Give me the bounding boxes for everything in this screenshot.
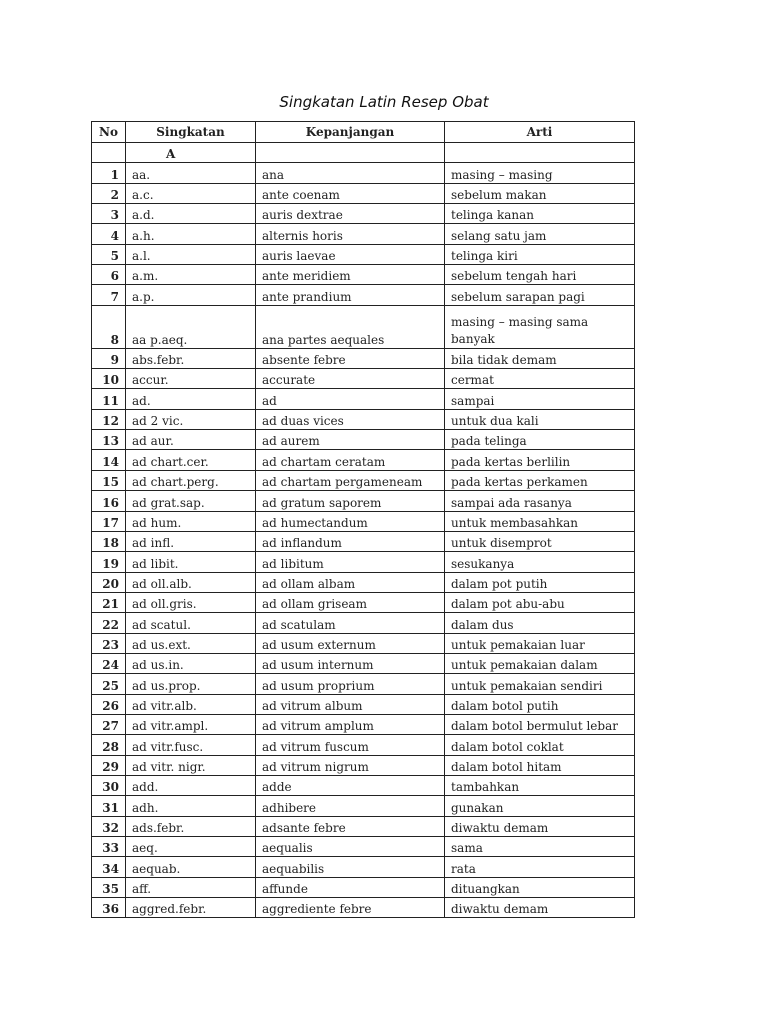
row-kepanjangan: ad humectandum — [256, 511, 445, 531]
table-row — [92, 183, 635, 203]
row-singkatan: ad 2 vic. — [126, 409, 256, 429]
row-kepanjangan: adhibere — [256, 796, 445, 816]
table-row — [92, 409, 635, 429]
table-row — [92, 265, 635, 285]
table-row — [92, 714, 635, 734]
row-singkatan: accur. — [126, 369, 256, 389]
table-row — [92, 735, 635, 755]
row-kepanjangan: aequalis — [256, 837, 445, 857]
row-singkatan: ad infl. — [126, 531, 256, 551]
row-arti: untuk membasahkan — [445, 511, 635, 531]
row-number: 34 — [92, 857, 126, 877]
table-row — [92, 816, 635, 836]
row-number: 12 — [92, 409, 126, 429]
table-row — [92, 653, 635, 673]
header-kepanjangan: Kepanjangan — [256, 122, 445, 143]
row-number: 28 — [92, 735, 126, 755]
row-kepanjangan: ad chartam pergameneam — [256, 470, 445, 490]
row-arti: gunakan — [445, 796, 635, 816]
table-row — [92, 796, 635, 816]
row-singkatan: ad vitr.fusc. — [126, 735, 256, 755]
row-arti: sesukanya — [445, 552, 635, 572]
table-row — [92, 430, 635, 450]
table-row — [92, 511, 635, 531]
row-kepanjangan: ad libitum — [256, 552, 445, 572]
row-singkatan: aggred.febr. — [126, 898, 256, 918]
table-row — [92, 389, 635, 409]
row-number: 5 — [92, 244, 126, 264]
row-number: 1 — [92, 163, 126, 183]
row-number: 6 — [92, 265, 126, 285]
table-row — [92, 204, 635, 224]
row-number: 9 — [92, 348, 126, 368]
row-kepanjangan: ad vitrum album — [256, 694, 445, 714]
row-arti: sampai ada rasanya — [445, 491, 635, 511]
row-singkatan: ad vitr.ampl. — [126, 714, 256, 734]
row-kepanjangan: ad duas vices — [256, 409, 445, 429]
row-number: 26 — [92, 694, 126, 714]
table-row — [92, 613, 635, 633]
row-number: 32 — [92, 816, 126, 836]
row-number: 2 — [92, 183, 126, 203]
row-arti: untuk disemprot — [445, 531, 635, 551]
row-singkatan: ad us.in. — [126, 653, 256, 673]
row-number: 11 — [92, 389, 126, 409]
table-row — [92, 857, 635, 877]
row-kepanjangan: aggrediente febre — [256, 898, 445, 918]
row-number: 29 — [92, 755, 126, 775]
row-singkatan: ad vitr.alb. — [126, 694, 256, 714]
row-kepanjangan: ad — [256, 389, 445, 409]
table-row — [92, 491, 635, 511]
row-number: 8 — [92, 305, 126, 348]
row-arti: telinga kanan — [445, 204, 635, 224]
section-letter: A — [126, 143, 256, 163]
row-number: 21 — [92, 592, 126, 612]
row-number: 36 — [92, 898, 126, 918]
row-arti: dalam pot putih — [445, 572, 635, 592]
row-arti: selang satu jam — [445, 224, 635, 244]
row-singkatan: ad us.prop. — [126, 674, 256, 694]
row-number: 20 — [92, 572, 126, 592]
section-row — [92, 143, 635, 163]
row-number: 10 — [92, 369, 126, 389]
header-arti: Arti — [445, 122, 635, 143]
section-empty — [445, 143, 635, 163]
row-singkatan: ad chart.perg. — [126, 470, 256, 490]
table-row — [92, 369, 635, 389]
table-row — [92, 224, 635, 244]
row-kepanjangan: ad chartam ceratam — [256, 450, 445, 470]
row-number: 30 — [92, 775, 126, 795]
row-singkatan: ad hum. — [126, 511, 256, 531]
row-singkatan: aeq. — [126, 837, 256, 857]
row-kepanjangan: ad vitrum fuscum — [256, 735, 445, 755]
row-kepanjangan: adsante febre — [256, 816, 445, 836]
row-number: 4 — [92, 224, 126, 244]
table-row — [92, 163, 635, 183]
row-singkatan: ad chart.cer. — [126, 450, 256, 470]
row-kepanjangan: ante coenam — [256, 183, 445, 203]
row-kepanjangan: ana — [256, 163, 445, 183]
abbreviation-table — [91, 121, 635, 918]
row-kepanjangan: ante meridiem — [256, 265, 445, 285]
table-row — [92, 531, 635, 551]
row-singkatan: ad vitr. nigr. — [126, 755, 256, 775]
row-singkatan: adh. — [126, 796, 256, 816]
table-header-row — [92, 122, 635, 143]
row-singkatan: ad scatul. — [126, 613, 256, 633]
row-arti: diwaktu demam — [445, 816, 635, 836]
row-singkatan: add. — [126, 775, 256, 795]
table-row — [92, 592, 635, 612]
row-kepanjangan: affunde — [256, 877, 445, 897]
row-kepanjangan: ad aurem — [256, 430, 445, 450]
row-singkatan: a.l. — [126, 244, 256, 264]
row-number: 23 — [92, 633, 126, 653]
row-arti: cermat — [445, 369, 635, 389]
row-kepanjangan: ad ollam griseam — [256, 592, 445, 612]
table-row — [92, 633, 635, 653]
row-kepanjangan: ad usum proprium — [256, 674, 445, 694]
table-row — [92, 572, 635, 592]
row-singkatan: ad grat.sap. — [126, 491, 256, 511]
row-arti: tambahkan — [445, 775, 635, 795]
row-number: 22 — [92, 613, 126, 633]
row-number: 7 — [92, 285, 126, 305]
section-no — [92, 143, 126, 163]
table-row — [92, 755, 635, 775]
header-no: No — [92, 122, 126, 143]
section-empty — [256, 143, 445, 163]
row-kepanjangan: aequabilis — [256, 857, 445, 877]
row-arti: sebelum tengah hari — [445, 265, 635, 285]
row-arti: dalam botol hitam — [445, 755, 635, 775]
row-number: 14 — [92, 450, 126, 470]
row-kepanjangan: accurate — [256, 369, 445, 389]
row-singkatan: ad oll.alb. — [126, 572, 256, 592]
row-number: 15 — [92, 470, 126, 490]
row-number: 33 — [92, 837, 126, 857]
table-row — [92, 552, 635, 572]
row-kepanjangan: ad ollam albam — [256, 572, 445, 592]
row-arti: pada kertas perkamen — [445, 470, 635, 490]
row-singkatan: a.c. — [126, 183, 256, 203]
row-kepanjangan: ante prandium — [256, 285, 445, 305]
row-kepanjangan: auris dextrae — [256, 204, 445, 224]
table-row — [92, 694, 635, 714]
row-arti: diwaktu demam — [445, 898, 635, 918]
table-row — [92, 775, 635, 795]
header-singkatan: Singkatan — [126, 122, 256, 143]
row-number: 27 — [92, 714, 126, 734]
row-arti: telinga kiri — [445, 244, 635, 264]
row-singkatan: ad us.ext. — [126, 633, 256, 653]
table-row — [92, 450, 635, 470]
row-kepanjangan: ad inflandum — [256, 531, 445, 551]
row-singkatan: a.d. — [126, 204, 256, 224]
row-arti: sampai — [445, 389, 635, 409]
table-row — [92, 837, 635, 857]
row-kepanjangan: ad vitrum nigrum — [256, 755, 445, 775]
row-singkatan: ads.febr. — [126, 816, 256, 836]
row-kepanjangan: ad gratum saporem — [256, 491, 445, 511]
table-row — [92, 285, 635, 305]
row-number: 17 — [92, 511, 126, 531]
table-row — [92, 674, 635, 694]
row-number: 19 — [92, 552, 126, 572]
row-number: 35 — [92, 877, 126, 897]
row-singkatan: aequab. — [126, 857, 256, 877]
table-row — [92, 348, 635, 368]
row-arti: masing – masing — [445, 163, 635, 183]
row-number: 13 — [92, 430, 126, 450]
row-number: 16 — [92, 491, 126, 511]
row-arti: dalam botol coklat — [445, 735, 635, 755]
row-arti: pada telinga — [445, 430, 635, 450]
row-arti: dalam botol bermulut lebar — [445, 714, 635, 734]
row-arti: dalam pot abu-abu — [445, 592, 635, 612]
row-kepanjangan: ad scatulam — [256, 613, 445, 633]
row-singkatan: ad. — [126, 389, 256, 409]
row-arti: untuk pemakaian luar — [445, 633, 635, 653]
row-arti: masing – masing sama banyak — [445, 305, 635, 348]
table-row — [92, 244, 635, 264]
document-title: Singkatan Latin Resep Obat — [279, 93, 489, 111]
row-arti: untuk pemakaian sendiri — [445, 674, 635, 694]
row-number: 31 — [92, 796, 126, 816]
row-arti: untuk pemakaian dalam — [445, 653, 635, 673]
row-arti: dalam dus — [445, 613, 635, 633]
row-kepanjangan: absente febre — [256, 348, 445, 368]
row-singkatan: a.m. — [126, 265, 256, 285]
row-singkatan: abs.febr. — [126, 348, 256, 368]
row-singkatan: ad aur. — [126, 430, 256, 450]
row-arti: dituangkan — [445, 877, 635, 897]
row-kepanjangan: ad usum externum — [256, 633, 445, 653]
table-row — [92, 470, 635, 490]
row-kepanjangan: ad vitrum amplum — [256, 714, 445, 734]
row-arti: dalam botol putih — [445, 694, 635, 714]
row-arti: sama — [445, 837, 635, 857]
row-kepanjangan: auris laevae — [256, 244, 445, 264]
row-number: 3 — [92, 204, 126, 224]
row-kepanjangan: adde — [256, 775, 445, 795]
row-singkatan: aa. — [126, 163, 256, 183]
row-arti: pada kertas berlilin — [445, 450, 635, 470]
table-row — [92, 305, 635, 348]
row-kepanjangan: ana partes aequales — [256, 305, 445, 348]
row-arti: sebelum makan — [445, 183, 635, 203]
row-number: 24 — [92, 653, 126, 673]
row-kepanjangan: alternis horis — [256, 224, 445, 244]
row-kepanjangan: ad usum internum — [256, 653, 445, 673]
row-singkatan: aff. — [126, 877, 256, 897]
row-number: 18 — [92, 531, 126, 551]
row-singkatan: aa p.aeq. — [126, 305, 256, 348]
row-singkatan: ad libit. — [126, 552, 256, 572]
row-singkatan: a.h. — [126, 224, 256, 244]
row-number: 25 — [92, 674, 126, 694]
row-singkatan: a.p. — [126, 285, 256, 305]
table-row — [92, 898, 635, 918]
row-arti: bila tidak demam — [445, 348, 635, 368]
row-arti: sebelum sarapan pagi — [445, 285, 635, 305]
table-row — [92, 877, 635, 897]
row-arti: untuk dua kali — [445, 409, 635, 429]
row-arti: rata — [445, 857, 635, 877]
row-singkatan: ad oll.gris. — [126, 592, 256, 612]
